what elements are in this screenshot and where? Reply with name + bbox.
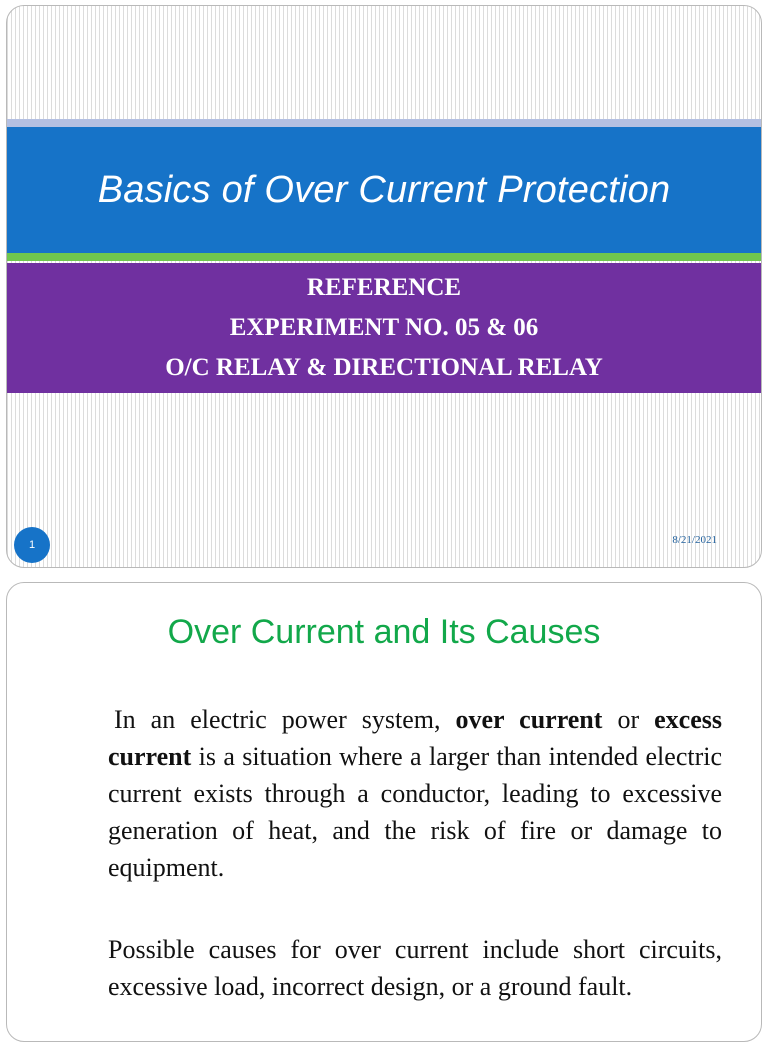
content-slide bbox=[6, 582, 762, 1042]
definition-text-3: is a situation where a larger than intended electric current exists through a conductor, leading to excessive generation of heat, and the risk of fire or damage to equipment. bbox=[108, 742, 722, 882]
slide-title: Basics of Over Current Protection bbox=[97, 168, 671, 211]
title-slide bbox=[6, 5, 762, 568]
title-band bbox=[7, 127, 761, 253]
definition-text-1: In an electric power system, bbox=[114, 705, 456, 734]
slide-number-badge: 1 bbox=[14, 527, 50, 563]
causes-paragraph: Possible causes for over current include short circuits, excessive load, incorrect design, or a ground fault. bbox=[108, 935, 722, 1001]
definition-text-2: or bbox=[602, 705, 655, 734]
experiment-number: EXPERIMENT NO. 05 & 06 bbox=[229, 314, 539, 341]
reference-label: REFERENCE bbox=[306, 274, 462, 301]
slide-heading: Over Current and Its Causes bbox=[167, 613, 601, 651]
definition-paragraph bbox=[108, 701, 722, 886]
title-top-accent-bar bbox=[7, 119, 761, 127]
term-excess-current: excess current bbox=[108, 705, 722, 771]
slide-date: 8/21/2021 bbox=[672, 534, 717, 546]
term-over-current: over current bbox=[455, 705, 603, 734]
title-bottom-accent-bar bbox=[7, 253, 761, 261]
relay-types: O/C RELAY & DIRECTIONAL RELAY bbox=[165, 354, 603, 381]
reference-band bbox=[7, 263, 761, 393]
